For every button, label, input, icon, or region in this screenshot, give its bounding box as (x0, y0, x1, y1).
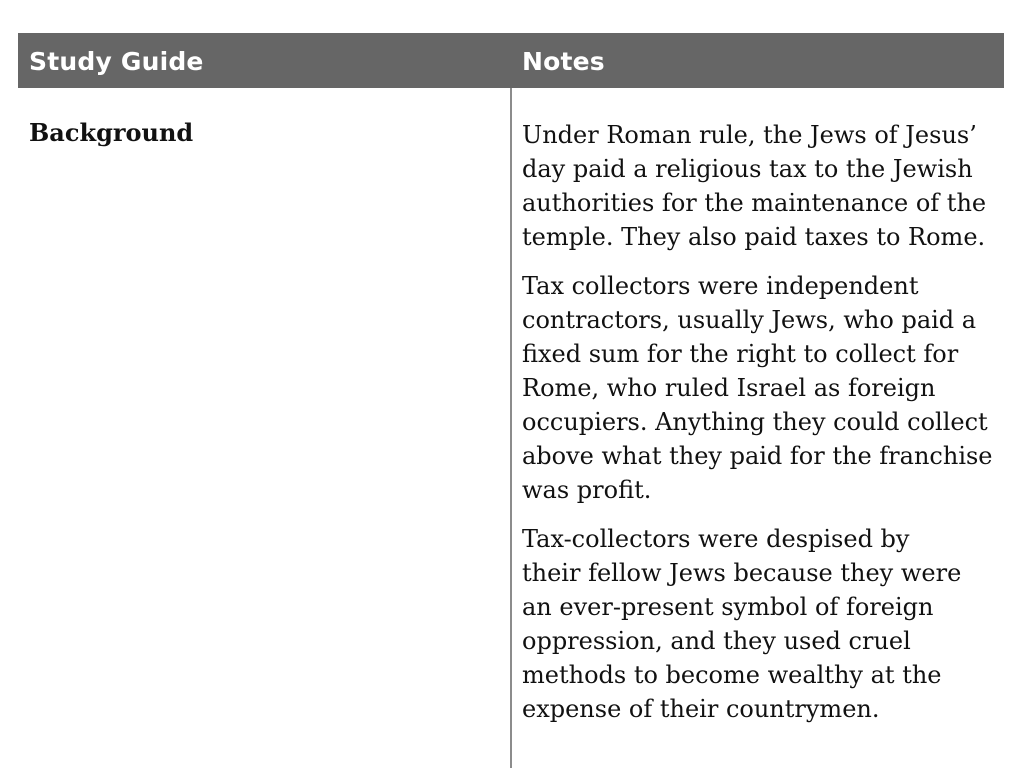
note-paragraph-tax-collectors (522, 269, 1002, 507)
note-line: their fellow Jews because they were (522, 559, 962, 587)
note-paragraph-despised (522, 522, 1002, 726)
background-heading: Background (29, 118, 194, 147)
note-line: authorities for the maintenance of the (522, 189, 987, 217)
note-line: was profit. (522, 476, 652, 504)
note-line: fixed sum for the right to collect for (522, 340, 959, 368)
note-line: Under Roman rule, the Jews of Jesus’ (522, 121, 977, 149)
study-guide-column-header: Study Guide (29, 47, 204, 76)
note-line: an ever-present symbol of foreign (522, 593, 934, 621)
notes-column (522, 118, 1002, 741)
note-line: day paid a religious tax to the Jewish (522, 155, 973, 183)
column-divider (510, 88, 512, 768)
note-line: Tax collectors were independent (522, 272, 919, 300)
note-paragraph-roman-rule (522, 118, 1002, 254)
note-line: Rome, who ruled Israel as foreign (522, 374, 936, 402)
note-line: methods to become wealthy at the (522, 661, 942, 689)
note-line: expense of their countrymen. (522, 695, 880, 723)
notes-column-header: Notes (522, 47, 605, 76)
note-line: contractors, usually Jews, who paid a (522, 306, 977, 334)
note-line: temple. They also paid taxes to Rome. (522, 223, 986, 251)
note-line: above what they paid for the franchise (522, 442, 993, 470)
note-line: oppression, and they used cruel (522, 627, 911, 655)
note-line: occupiers. Anything they could collect (522, 408, 988, 436)
note-line: Tax-collectors were despised by (522, 525, 910, 553)
table-header (18, 33, 1004, 88)
